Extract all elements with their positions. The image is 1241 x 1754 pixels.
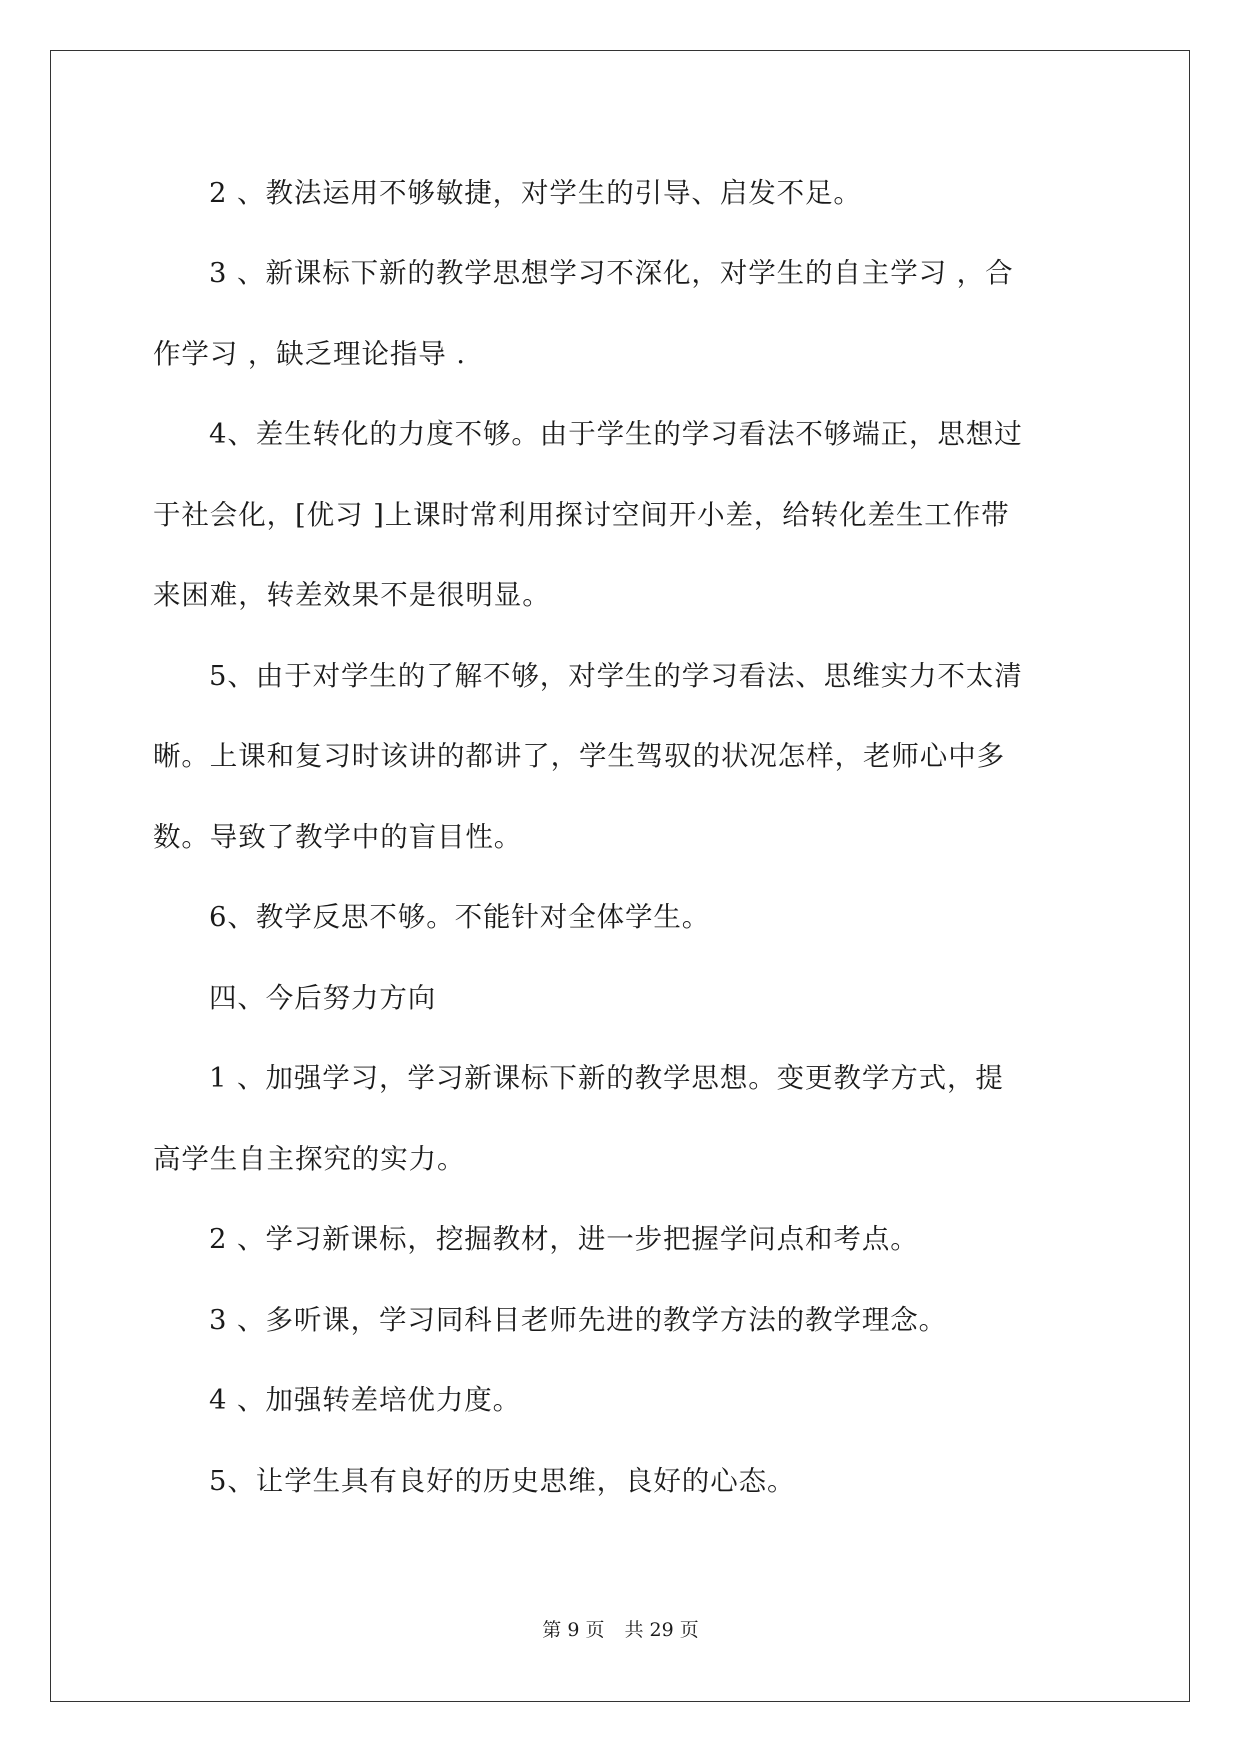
paragraph-line: 1 、加强学习，学习新课标下新的教学思想。变更教学方式，提	[209, 1062, 1004, 1094]
paragraph-line: 于社会化，[优习 ]上课时常利用探讨空间开小差，给转化差生工作带	[153, 499, 1010, 531]
paragraph-line: 2 、学习新课标，挖掘教材，进一步把握学问点和考点。	[209, 1223, 919, 1255]
section-heading: 四、今后努力方向	[209, 982, 437, 1014]
paragraph-line: 作学习 ，缺乏理论指导 .	[153, 338, 466, 370]
paragraph-line: 4、差生转化的力度不够。由于学生的学习看法不够端正，思想过	[209, 418, 1023, 450]
paragraph-line: 4 、加强转差培优力度。	[209, 1384, 522, 1416]
page-number-total: 共 29 页	[624, 1619, 699, 1641]
paragraph-line: 3 、多听课，学习同科目老师先进的教学方法的教学理念。	[209, 1304, 948, 1336]
paragraph-line: 晰。上课和复习时该讲的都讲了，学生驾驭的状况怎样，老师心中多	[153, 740, 1005, 772]
page-footer	[0, 1618, 1241, 1642]
paragraph-line: 5、让学生具有良好的历史思维，良好的心态。	[209, 1465, 796, 1497]
paragraph-line: 高学生自主探究的实力。	[153, 1143, 466, 1175]
page-number-current: 第 9 页	[542, 1619, 605, 1641]
paragraph-line: 6、教学反思不够。不能针对全体学生。	[209, 901, 711, 933]
paragraph-line: 2 、教法运用不够敏捷，对学生的引导、启发不足。	[209, 177, 862, 209]
paragraph-line: 5、由于对学生的了解不够，对学生的学习看法、思维实力不太清	[209, 660, 1023, 692]
paragraph-line: 来困难，转差效果不是很明显。	[153, 579, 551, 611]
paragraph-line: 数。导致了教学中的盲目性。	[153, 821, 523, 853]
paragraph-line: 3 、新课标下新的教学思想学习不深化，对学生的自主学习 ，合	[209, 257, 1014, 289]
page-frame	[50, 50, 1190, 1702]
